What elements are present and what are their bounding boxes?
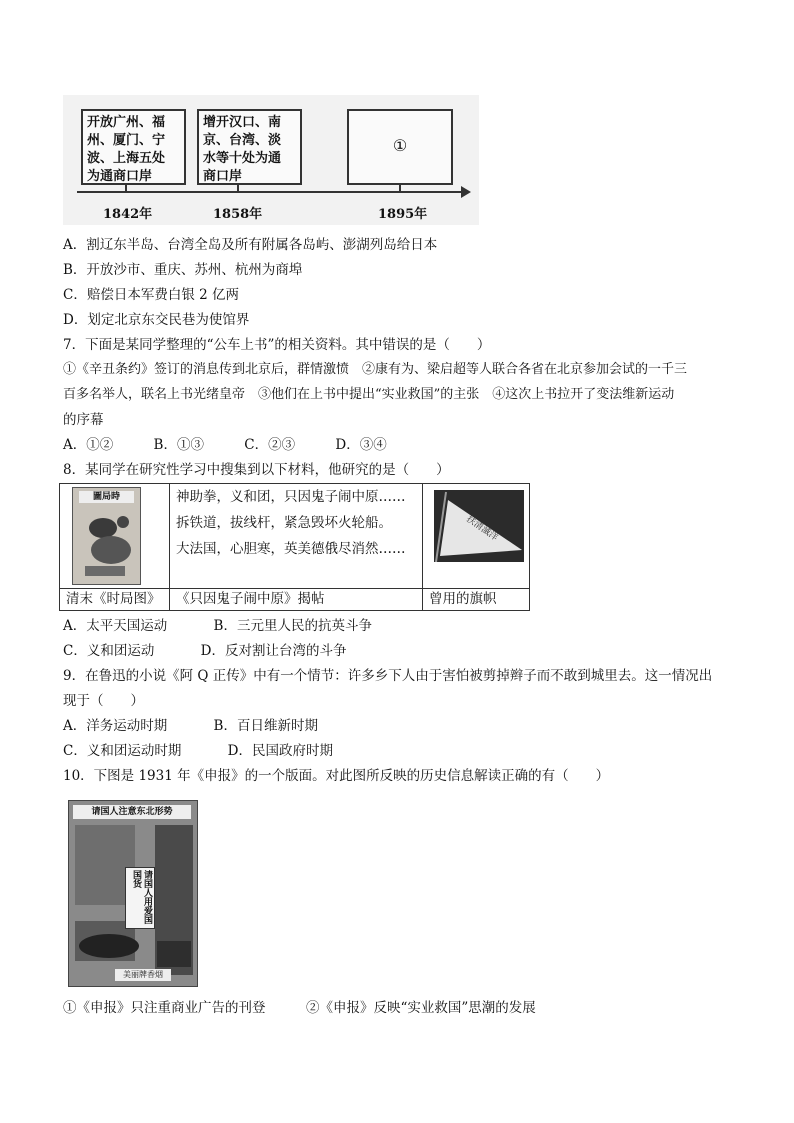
q6-option-a: A．割辽东半岛、台湾全岛及所有附属各岛屿、澎湖列岛给日本 [63,237,438,253]
q6-option-d: D．划定北京东交民巷为使馆界 [63,312,250,328]
q7-text-1: ①《辛丑条约》签订的消息传到北京后，群情激愤 ②康有为、梁启超等人联合各省在北京参加会试的一千三 [63,362,688,377]
poster-title: 圖局時 [79,491,134,503]
q7-option-b: B．①③ [153,437,204,453]
q10-statements: ①《申报》只注重商业广告的刊登 ②《申报》反映“实业救国”思潮的发展 [63,1000,536,1016]
q8-options-row1 [63,616,372,636]
q7-options [63,435,387,455]
timeline-tick [237,185,239,193]
q7-option-c: C．②③ [244,437,296,453]
timeline-year: 1895年 [378,207,428,222]
newspaper-slogan: 请国人用爱国国货 [125,867,155,929]
poem-cell [170,484,423,589]
banner-illustration [434,490,524,562]
newspaper-header: 请国人注意东北形势 [73,805,191,819]
q8-option-b: B．三元里人民的抗英斗争 [213,618,372,634]
caption-poem: 《只因鬼子闹中原》揭帖 [170,589,423,611]
q8-option-c: C．义和团运动 [63,643,155,659]
q7-stem: 7．下面是某同学整理的“公车上书”的相关资料。其中错误的是（ ） [63,337,491,353]
q9-stem-2: 现于（ ） [63,693,144,709]
q8-option-a: A．太平天国运动 [63,618,168,634]
q9-options-row2 [63,741,333,761]
poem-line: 神助拳，义和团，只因鬼子闹中原…… [176,489,406,505]
q7-option-d: D．③④ [335,437,387,453]
timeline-box-1842: 开放广州、福 州、厦门、宁 波、上海五处 为通商口岸 [81,109,186,185]
caption-flag: 曾用的旗帜 [423,589,530,611]
poem-line: 拆铁道，拔线杆，紧急毁坏火轮船。 [176,515,392,531]
q8-option-d: D．反对割让台湾的斗争 [200,643,347,659]
timeline-box-1895: ① [347,109,453,185]
q8-options-row2 [63,641,346,661]
q7-option-a: A．①② [63,437,114,453]
q9-option-b: B．百日维新时期 [213,718,318,734]
timeline-figure [63,95,479,225]
svg-text:扶清滅洋: 扶清滅洋 [464,514,500,544]
q6-option-c: C．赔偿日本军费白银 2 亿两 [63,287,240,303]
caption-poster: 清末《时局图》 [60,589,170,611]
timeline-tick [399,185,401,193]
q10-stem: 10．下图是 1931 年《申报》的一个版面。对此图所反映的历史信息解读正确的有（ ） [63,768,610,784]
shenbao-newspaper-image [68,800,198,987]
timeline-axis [77,191,463,193]
q8-stem: 8．某同学在研究性学习中搜集到以下材料，他研究的是（ ） [63,462,450,478]
banner-image [434,490,524,562]
q6-option-b: B．开放沙市、重庆、苏州、杭州为商埠 [63,262,303,278]
poster-illustration [73,488,140,584]
timeline-arrow [461,186,471,198]
timeline-year: 1842年 [103,207,153,222]
q9-option-d: D．民国政府时期 [227,743,333,759]
shiju-tu-image [72,487,141,585]
q9-stem-1: 9．在鲁迅的小说《阿 Q 正传》中有一个情节：许多乡下人由于害怕被剪掉辫子而不敢到城里去。这一情况出 [63,668,713,684]
q7-text-3: 的序幕 [63,412,104,428]
q9-option-c: C．义和团运动时期 [63,743,182,759]
timeline-box-1858: 增开汉口、南 京、台湾、淡 水等十处为通 商口岸 [197,109,302,185]
timeline-tick [125,185,127,193]
q9-option-a: A．洋务运动时期 [63,718,168,734]
poem-line: 大法国，心胆寒，英美德俄尽消然…… [176,541,406,557]
q9-options-row1 [63,716,318,736]
newspaper-footer: 美丽牌香烟 [115,969,171,981]
timeline-year: 1858年 [213,207,263,222]
q7-text-2: 百多名举人，联名上书光绪皇帝 ③他们在上书中提出“实业救国”的主张 ④这次上书拉开了变法维新运动 [63,387,675,402]
